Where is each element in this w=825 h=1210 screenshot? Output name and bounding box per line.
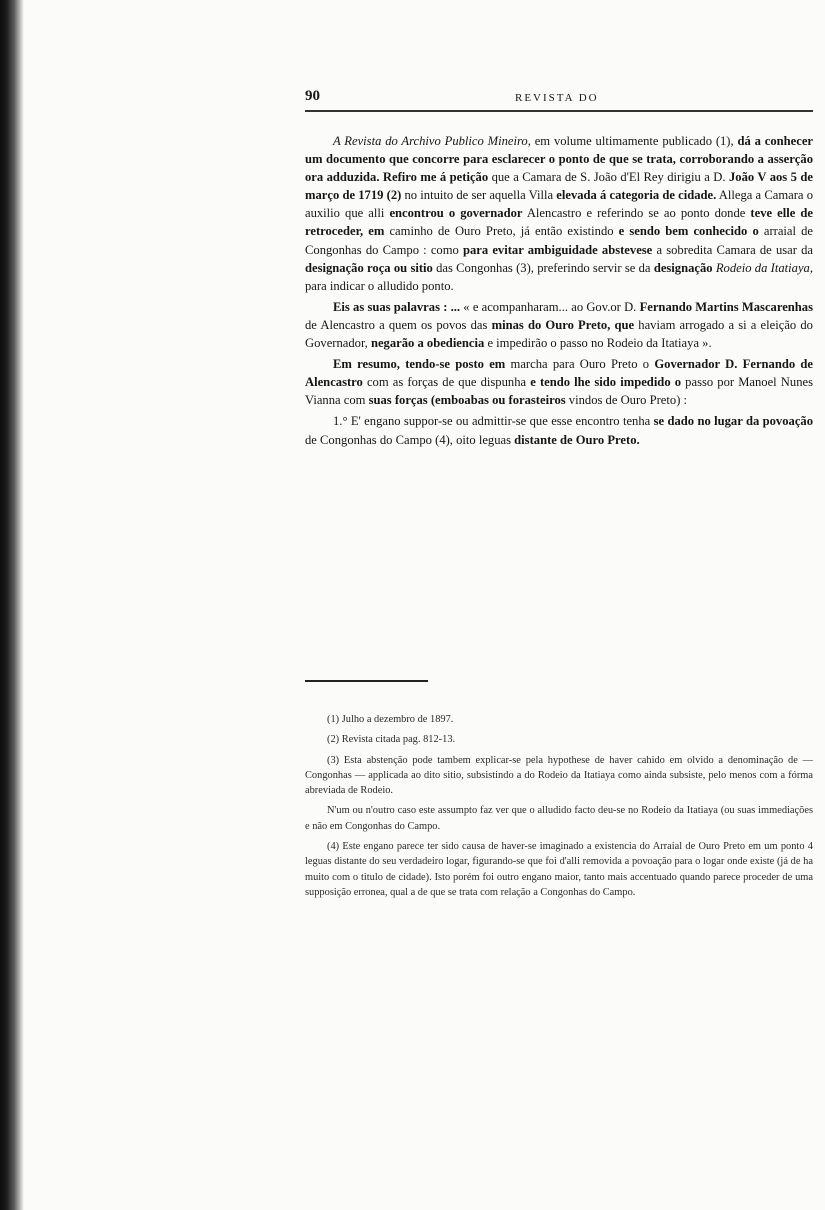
text-run: das Congonhas (3), preferindo servir se da <box>432 260 654 275</box>
footnote-2: (2) Revista citada pag. 812-13. <box>327 734 456 746</box>
running-head: REVISTA DO <box>515 92 599 104</box>
place-name-italic: Rodeio da Itatiaya, <box>712 260 813 275</box>
text-run: 1.° E' engano suppor-se ou admittir-se que esse encontro tenha <box>333 414 654 429</box>
paragraph-4 <box>305 412 813 448</box>
text-run-bold: minas do Ouro Preto, que <box>491 317 635 332</box>
text-run-bold: João V aos 5 de março de 1719 (2) <box>305 170 813 203</box>
text-run: que a Camara de S. João d'El Rey dirigiu a D. <box>488 170 729 185</box>
text-run-bold: Eis as suas palavras : ... <box>333 299 461 314</box>
text-run-bold: distante de Ouro Preto. <box>514 432 640 447</box>
text-run-bold: Governador D. Fernando de Alencastro <box>305 357 813 390</box>
paragraph-2 <box>305 298 813 352</box>
text-run: haviam arrogado a si a eleição do Governador, <box>305 317 813 351</box>
text-run-bold: teve elle de retroceder, em <box>305 206 813 239</box>
main-text <box>305 132 813 449</box>
text-run-bold: designação roça ou sitio <box>305 260 433 275</box>
footnote-3: (3) Esta abstenção pode tambem explicar-se pela hypothese de haver cahido em olvido a denominação de — Congonhas — applicada ao dito sitio, subsistindo a do Rodeio da Itatiaya como ainda subsiste, pelo menos com a fórma abreviada de Rodeio. <box>305 754 813 797</box>
footnote-3-continuation: N'um ou n'outro caso este assumpto faz ver que o alludido facto deu-se no Rodeio da Itatiaya (ou suas immediações e não em Congonhas do Campo. <box>305 805 813 832</box>
text-run: arraial de Congonhas do Campo : como <box>305 224 814 257</box>
text-run: Allega a Camara o auxilio que alli <box>305 188 813 221</box>
footnotes <box>305 712 813 900</box>
text-run: marcha para Ouro Preto o <box>505 357 655 372</box>
text-run: Alencastro e referindo se ao ponto donde <box>522 206 751 221</box>
text-run: com as forças de que dispunha <box>362 375 531 390</box>
text-run-bold: Em resumo, tendo-se posto em <box>333 357 506 372</box>
text-run-bold: designação <box>653 260 713 275</box>
text-run: no intuito de ser aquella Villa <box>401 188 557 203</box>
footnote-4: (4) Este engano parece ter sido causa de haver-se imaginado a existencia do Arraial de Ouro Preto em um ponto 4 leguas distante do seu verdadeiro logar, figurando-se que foi d'alli removida a povoação para o logar onde existe (já de ha muito com o titulo de cidade). Isto porém foi outro engano maior, tanto mais accentuado quando parece proceder de uma supposição erronea, qual a de que se trata com relação a Congonhas do Campo. <box>305 841 813 898</box>
paragraph-1 <box>305 132 813 295</box>
text-run-bold: para evitar ambiguidade abstevese <box>462 242 653 257</box>
journal-title: A Revista do Archivo Publico Mineiro, <box>333 134 531 148</box>
text-run-bold: elevada á categoria de cidade. <box>556 188 717 203</box>
footnote-1: (1) Julho a dezembro de 1897. <box>327 714 454 725</box>
text-run: caminho de Ouro Preto, já então existindo <box>384 224 619 239</box>
text-run: passo por Manoel Nunes Vianna com <box>305 375 813 408</box>
footnote-separator-rule <box>305 680 428 682</box>
text-run-bold: suas forças (emboabas ou forasteiros <box>368 393 566 408</box>
book-binding-edge <box>0 0 24 1210</box>
text-run: de Congonhas do Campo (4), oito leguas <box>305 432 515 447</box>
text-run-bold: negarão a obediencia <box>370 336 485 351</box>
text-run: a sobredita Camara de usar da <box>652 242 813 257</box>
text-run-bold: e sendo bem conhecido o <box>618 224 759 239</box>
text-run-bold: Fernando Martins Mascarenhas <box>639 299 813 314</box>
paragraph-3 <box>305 355 813 409</box>
text-run-bold: dá a conhecer um documento que concorre para esclarecer o ponto de que se trata, corroborando a asserção ora adduzida. Refiro me á petição <box>305 134 813 185</box>
header-rule <box>305 110 813 112</box>
text-run: em volume ultimamente publicado (1), <box>530 134 738 148</box>
text-run-bold: se dado no lugar da povoação <box>653 414 813 429</box>
text-run-bold: encontrou o governador <box>389 206 523 221</box>
text-run: para indicar o alludido ponto. <box>305 278 454 293</box>
text-run: « e acompanharam... ao Gov.or D. <box>460 299 640 314</box>
text-run: vindos de Ouro Preto) : <box>565 393 688 408</box>
text-run: de Alencastro a quem os povos das <box>305 317 492 332</box>
page-number: 90 <box>305 88 320 104</box>
text-run-bold: e tendo lhe sido impedido o <box>530 375 682 390</box>
text-run: e impedirão o passo no Rodeio da Itatiaya ». <box>484 336 712 351</box>
